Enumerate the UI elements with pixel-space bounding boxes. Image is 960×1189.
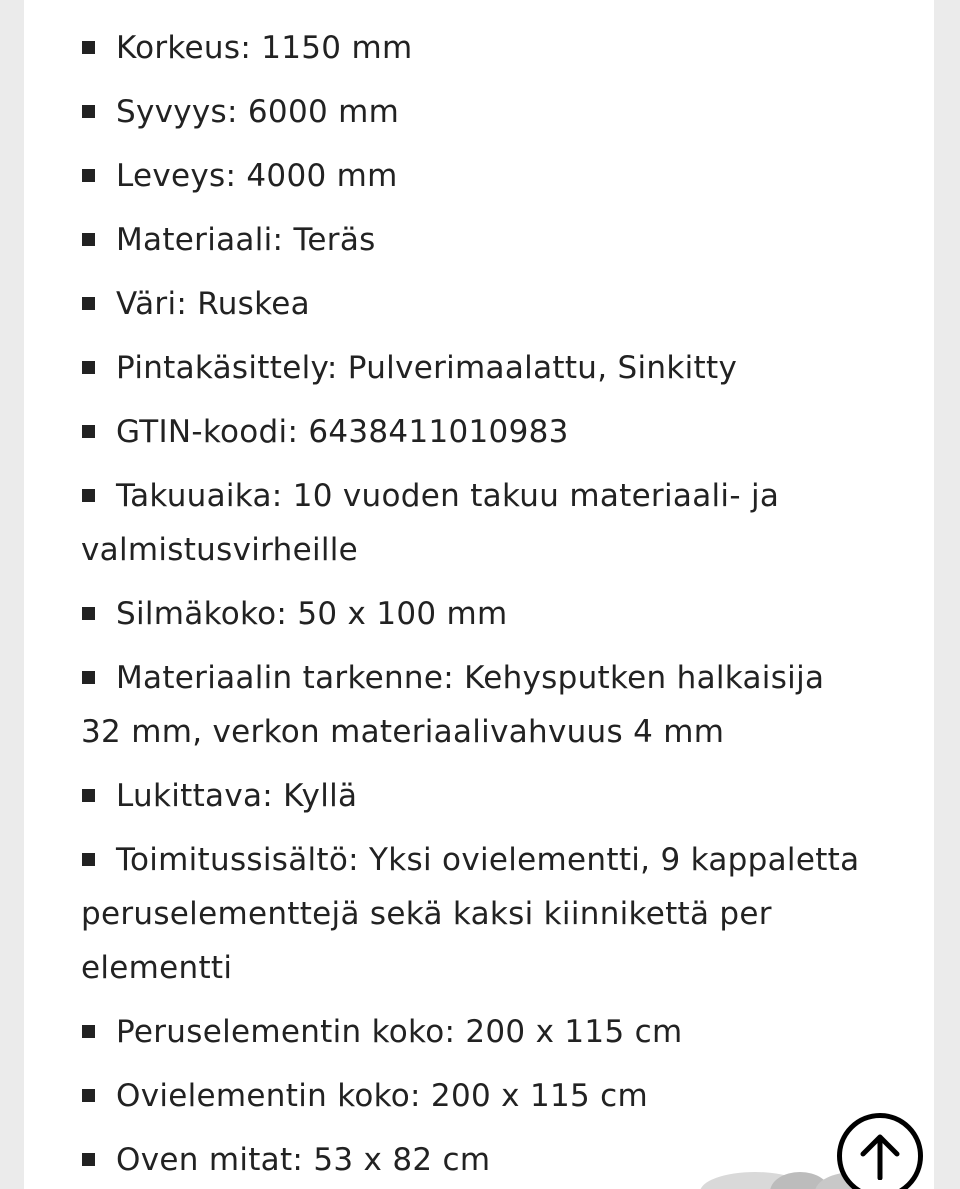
square-bullet-icon [82, 671, 95, 684]
spec-item [81, 341, 861, 395]
spec-item [81, 21, 861, 75]
content-card [24, 0, 934, 1189]
spec-item [81, 85, 861, 139]
spec-item [81, 149, 861, 203]
scroll-to-top-button[interactable] [837, 1113, 923, 1189]
spec-item-text: Leveys: 4000 mm [116, 158, 398, 194]
spec-item-text: Pintakäsittely: Pulverimaalattu, Sinkitty [116, 350, 738, 386]
spec-item-text: Silmäkoko: 50 x 100 mm [116, 596, 508, 632]
spec-item-text: Väri: Ruskea [116, 286, 310, 322]
spec-list [81, 21, 861, 1189]
square-bullet-icon [82, 489, 95, 502]
square-bullet-icon [82, 105, 95, 118]
spec-item-text: Materiaalin tarkenne: Kehysputken halkaisija 32 mm, verkon materiaalivahvuus 4 mm [81, 660, 825, 750]
spec-item [81, 833, 861, 995]
spec-item-text: Korkeus: 1150 mm [116, 30, 413, 66]
spec-item-text: Ovielementin koko: 200 x 115 cm [116, 1078, 649, 1114]
spec-item-text: Peruselementin koko: 200 x 115 cm [116, 1014, 683, 1050]
spec-item-text: GTIN-koodi: 6438411010983 [116, 414, 569, 450]
spec-item-text: Oven mitat: 53 x 82 cm [116, 1142, 491, 1178]
spec-item-text: Syvyys: 6000 mm [116, 94, 400, 130]
square-bullet-icon [82, 607, 95, 620]
spec-item [81, 651, 861, 759]
spec-item [81, 1005, 861, 1059]
square-bullet-icon [82, 1153, 95, 1166]
square-bullet-icon [82, 41, 95, 54]
spec-item [81, 213, 861, 267]
square-bullet-icon [82, 361, 95, 374]
square-bullet-icon [82, 1025, 95, 1038]
square-bullet-icon [82, 233, 95, 246]
square-bullet-icon [82, 425, 95, 438]
square-bullet-icon [82, 1089, 95, 1102]
spec-item [81, 277, 861, 331]
square-bullet-icon [82, 297, 95, 310]
spec-item [81, 405, 861, 459]
square-bullet-icon [82, 169, 95, 182]
spec-item [81, 769, 861, 823]
spec-item [81, 587, 861, 641]
spec-item-text: Lukittava: Kyllä [116, 778, 358, 814]
spec-item [81, 1069, 861, 1123]
spec-item [81, 469, 861, 577]
square-bullet-icon [82, 853, 95, 866]
spec-item-text: Takuuaika: 10 vuoden takuu materiaali- ja valmistusvirheille [81, 478, 780, 568]
square-bullet-icon [82, 789, 95, 802]
spec-item-text: Toimitussisältö: Yksi ovielementti, 9 kappaletta peruselementtejä sekä kaksi kiinnikettä per elementti [81, 842, 860, 986]
arrow-up-icon [858, 1132, 902, 1180]
spec-item-text: Materiaali: Teräs [116, 222, 376, 258]
